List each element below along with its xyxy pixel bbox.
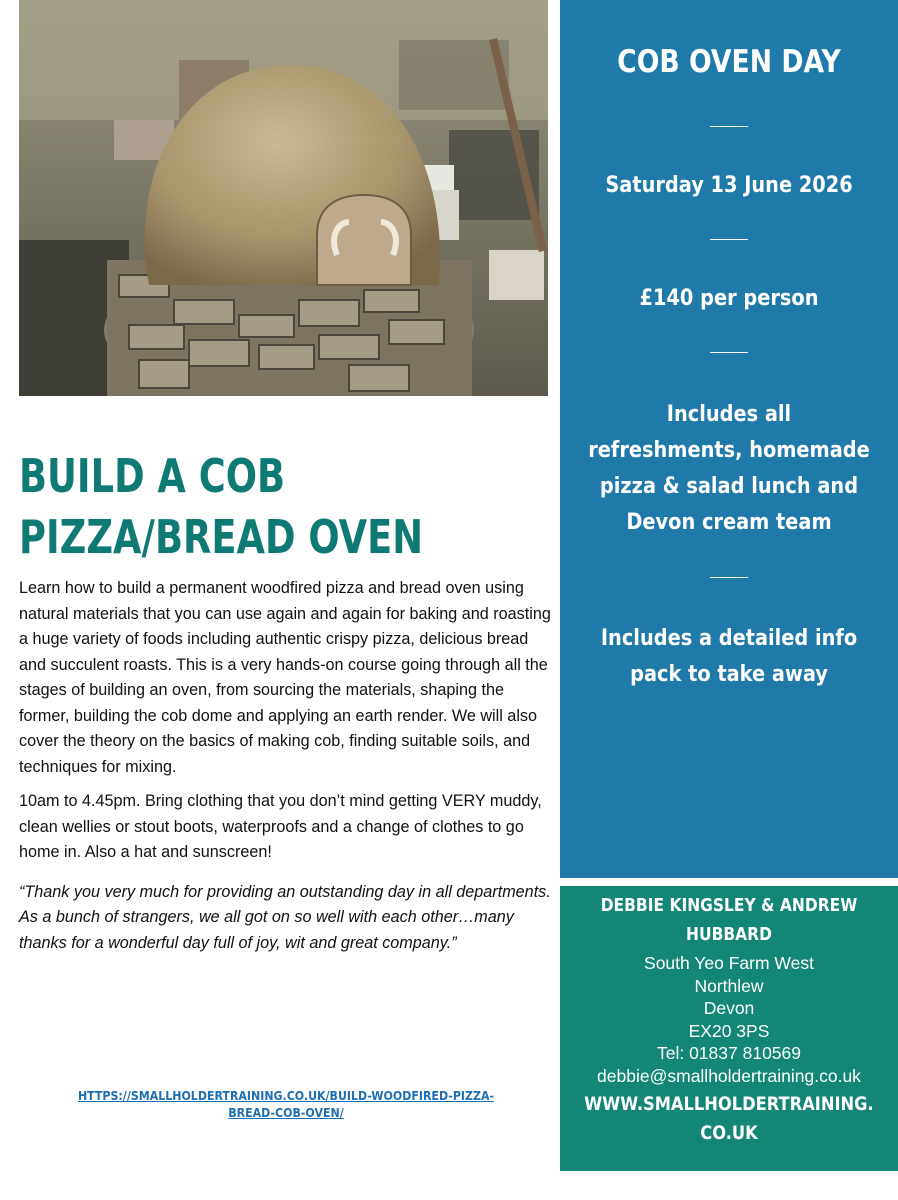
address-line: Northlew: [694, 975, 764, 996]
address-line: Devon: [703, 998, 755, 1018]
address-line: EX20 3PS: [688, 1020, 770, 1041]
divider: [710, 239, 748, 240]
event-title: COB OVEN DAY: [617, 44, 841, 80]
course-description: Learn how to build a permanent woodfired pizza and bread oven using natural materials that you can use again and again for baking and roasting a huge variety of foods including authentic crispy pizza, delicious bread and succulent roasts. This is a very hands-on course going through all the stages of building an oven, from sourcing the materials, shaping the former, building the cob dome and applying an earth render. We will also cover the theory on the basics of making cob, finding suitable soils, and techniques for mixing.: [19, 579, 551, 776]
info-pack-note: Includes a detailed info pack to take away: [600, 625, 858, 687]
website-line-1: WWW.SMALLHOLDERTRAINING.: [584, 1094, 874, 1115]
phone-number: Tel: 01837 810569: [656, 1043, 802, 1063]
divider: [710, 577, 748, 578]
event-inclusions: Includes all refreshments, homemade pizza & salad lunch and Devon cream team: [588, 401, 870, 535]
event-details-panel: [560, 0, 898, 878]
divider: [710, 352, 748, 353]
address-line: South Yeo Farm West: [644, 953, 814, 973]
contact-details: [560, 952, 898, 1087]
testimonial-quote: “Thank you very much for providing an outstanding day in all departments. As a bunch of strangers, we all got on so well with each other…many thanks for a wonderful day full of joy, wit and great company.”: [19, 882, 551, 952]
course-description-block: [19, 576, 554, 965]
headline-line-1: BUILD A COB: [19, 449, 286, 503]
website-link[interactable]: [580, 1090, 877, 1148]
event-date: Saturday 13 June 2026: [605, 172, 853, 198]
cob-oven-photo: [19, 0, 548, 396]
contact-box: [560, 886, 898, 1171]
course-headline: [19, 446, 443, 568]
organiser-names: DEBBIE KINGSLEY & ANDREW HUBBARD: [600, 895, 858, 945]
headline-line-2: PIZZA/BREAD OVEN: [19, 510, 424, 564]
practical-info: 10am to 4.45pm. Bring clothing that you don’t mind getting VERY muddy, clean wellies or stout boots, waterproofs and a change of clothes to go home in. Also a hat and sunscreen!: [19, 792, 542, 861]
course-page-link[interactable]: HTTPS://SMALLHOLDERTRAINING.CO.UK/BUILD-WOODFIRED-PIZZA-BREAD-COB-OVEN/: [77, 1088, 495, 1120]
divider: [710, 126, 748, 127]
email-address[interactable]: debbie@smallholdertraining.co.uk: [597, 1065, 861, 1086]
website-line-2: CO.UK: [700, 1123, 758, 1144]
event-price: £140 per person: [639, 285, 819, 311]
